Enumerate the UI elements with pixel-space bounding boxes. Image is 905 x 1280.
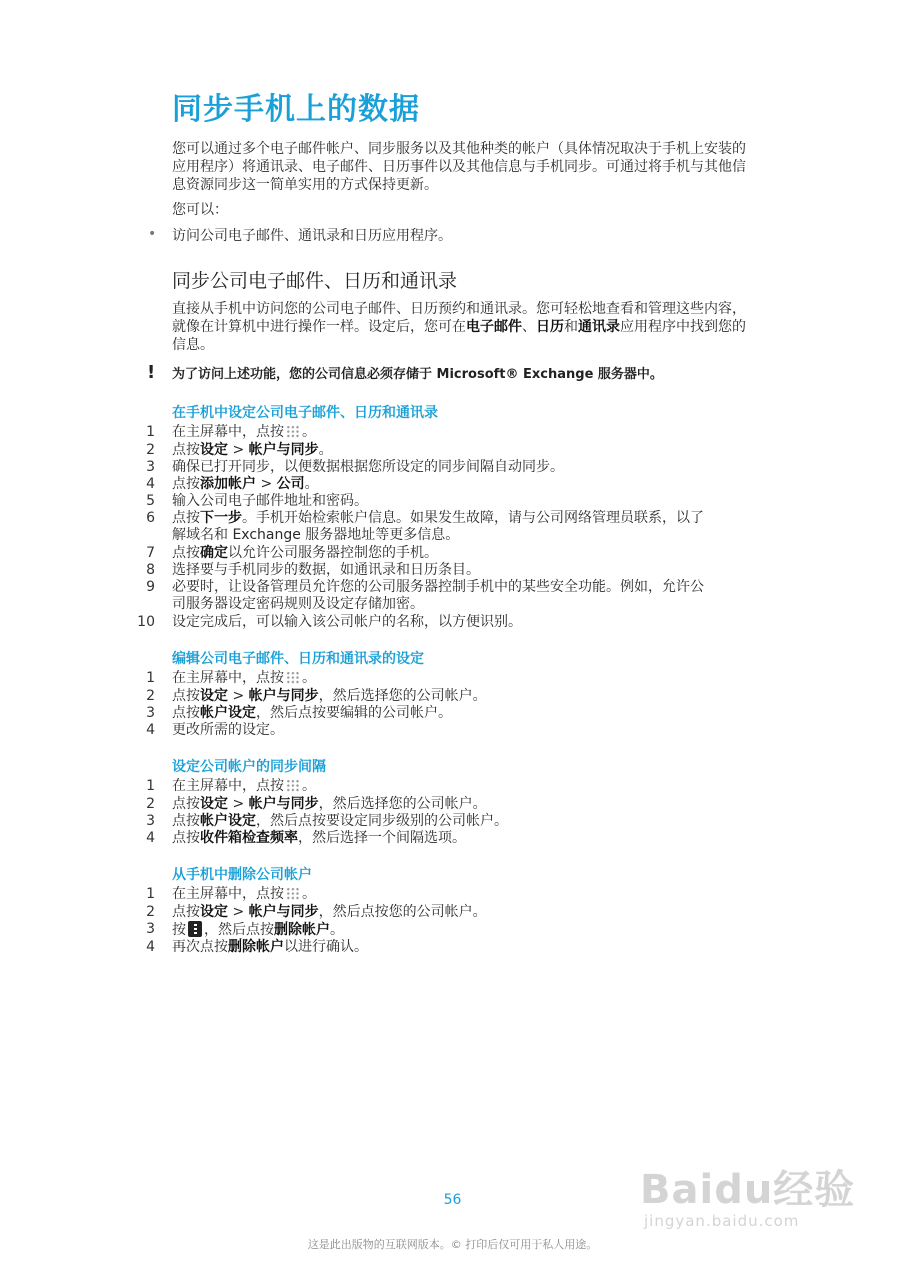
apps-grid-icon <box>286 671 300 684</box>
warning-icon: ! <box>147 362 156 383</box>
document-page: 同步手机上的数据 您可以通过多个电子邮件帐户、同步服务以及其他种类的帐户（具体情况取决于手机上安装的应用程序）将通讯录、电子邮件、日历事件以及其他信息与手机同步。可通过将手机与其他信息资源同步这一简单实用的方式保持更新。 您可以： • 访问公司电子邮件、通讯录和日历应用程序。 同步公司电子邮件、日历和通讯录 直接从手机中访问您的公司电子邮件、日历预约和通讯录。您可轻松地查看和管理这些内容，就像在计算机中进行操作一样。设定后，您可在电子邮件、日历和通讯录应用程序中找到您的信息。 ! 为了访问上述功能，您的公司信息必须存储于 Microsoft® Exchange 服务器中。 在手机中设定公司电子邮件、日历和通讯录 1 在主屏幕中，点按 。 2 点按设定 > 帐户与同步。 3 确保已打开同步，以便数据根据您所设定的同步间隔自动同步。 4 点按添加帐户 > 公司。 5 输入公司电子邮件地址和密码。 6 点按下一步。手机开始检索帐户信息。如果发生故障，请与公司网络管理员联系，以了解域名和 Exchange 服务器地址等更多信息。 7 点按确定以允许公司服务器控制您的手机。 8 选择要与手机同步的数据，如通讯录和日历条目。 9 必要时，让设备管理员允许您的公司服务器控制手机中的某些安全功能。例如，允许公司服务器设定密码规则及设定存储加密。 10 设定完成后，可以输入该公司帐户的名称，以方便识别。 编辑公司电子邮件、日历和通讯录的设定 1 在主屏幕中，点按 。 2 点按设定 > 帐户与同步，然后选择您的公司帐户。 3 点按帐户设定，然后点按要编辑的公司帐户。 4 更改所需的设定。 设定公司帐户的同步间隔 1 在主屏幕中，点按 。 2 点按设定 > 帐户与同步，然后选择您的公司帐户。 3 点按帐户设定，然后点按要设定同步级别的公司帐户。 4 点按收件箱检查频率，然后选择一个间隔选项。 从手机中删除公司帐户 1 在主屏幕中，点按 。 2 点按设定 > 帐户与同步，然后点按您的公司帐户。 3 按 ，然后点按删除帐户。 4 再次点按删除帐户以进行确认。 56 Baidu经验 jingyan.baidu.com 这是此出版物的互联网版本。© 打印后仅可用于私人用途。 <box>0 0 905 1280</box>
footer-note: 这是此出版物的互联网版本。© 打印后仅可用于私人用途。 <box>307 1238 598 1251</box>
bullet-dot: • <box>148 226 157 242</box>
apps-grid-icon <box>286 887 300 900</box>
apps-grid-icon <box>286 425 300 438</box>
intro-paragraph: 您可以通过多个电子邮件帐户、同步服务以及其他种类的帐户（具体情况取决于手机上安装的应用程序）将通讯录、电子邮件、日历事件以及其他信息与手机同步。可通过将手机与其他信息资源同步这一简单实用的方式保持更新。 <box>172 141 746 193</box>
apps-grid-icon <box>286 779 300 792</box>
page-title: 同步手机上的数据 <box>172 92 420 127</box>
you-can-label: 您可以： <box>172 202 228 218</box>
procedure-heading-interval: 设定公司帐户的同步间隔 <box>172 759 326 775</box>
section-paragraph: 直接从手机中访问您的公司电子邮件、日历预约和通讯录。您可轻松地查看和管理这些内容，就像在计算机中进行操作一样。设定后，您可在电子邮件、日历和通讯录应用程序中找到您的信息。 <box>172 301 746 353</box>
procedure-heading-delete: 从手机中删除公司帐户 <box>172 867 312 883</box>
procedure-heading-setup: 在手机中设定公司电子邮件、日历和通讯录 <box>172 405 438 421</box>
menu-icon <box>188 921 202 937</box>
bullet-item: 访问公司电子邮件、通讯录和日历应用程序。 <box>172 228 452 244</box>
watermark-url: jingyan.baidu.com <box>644 1212 800 1230</box>
watermark <box>640 1150 860 1240</box>
note-text: 为了访问上述功能，您的公司信息必须存储于 Microsoft® Exchange 服务器中。 <box>172 367 663 382</box>
procedure-heading-edit: 编辑公司电子邮件、日历和通讯录的设定 <box>172 651 424 667</box>
section-title: 同步公司电子邮件、日历和通讯录 <box>172 270 458 292</box>
watermark-brand: Baidu经验 <box>640 1167 856 1213</box>
page-number: 56 <box>443 1192 462 1208</box>
